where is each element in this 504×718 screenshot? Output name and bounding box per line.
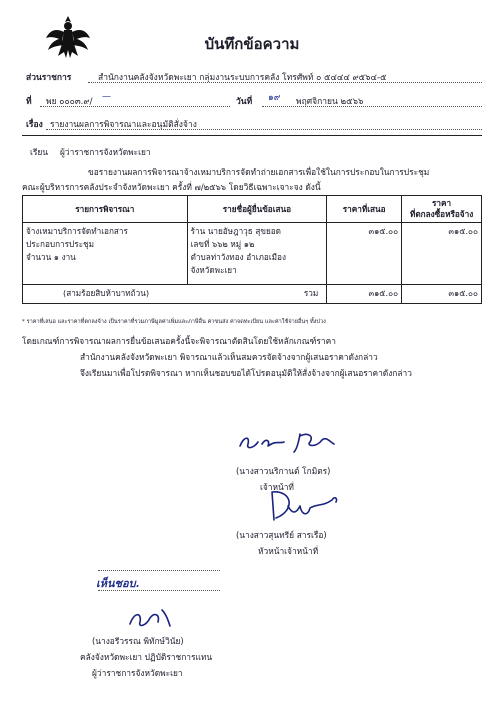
header-divider (22, 135, 482, 136)
ref-handwritten-mark: — (102, 92, 111, 102)
signature-approver (124, 604, 174, 632)
header-agreed-price-line-2: ที่ตกลงซื้อหรือจ้าง (409, 209, 474, 219)
date-value: พฤศจิกายน ๒๕๖๖ (296, 97, 364, 107)
footnote: * ราคาที่เสนอ และราคาที่ตกลงจ้าง เป็นราคาที่รวมภาษีมูลค่าเพิ่มและภาษีอื่น ค่าขนส่ง ค่าจดทะเบียน และค่าใช้จ่ายอื่นๆ ทั้งปวง (22, 319, 326, 325)
cell-vendor (187, 223, 327, 285)
table-total-row (23, 285, 482, 304)
vendor-line-2: เลขที่ ๖๖๒ หมู่ ๑๒ (190, 239, 255, 249)
cell-agreed-price: ๓๑๕.๐๐ (402, 223, 482, 285)
header-agreed-price (402, 196, 482, 223)
paragraph-consideration: สำนักงานคลังจังหวัดพะเยา พิจารณาแล้วเห็นสมควรจัดจ้างจากผู้เสนอราคาดังกล่าว (80, 352, 378, 362)
subject-value: รายงานผลการพิจารณาและอนุมัติสั่งจ้าง (50, 120, 197, 130)
date-day-handwritten: ๑๙ (268, 93, 281, 103)
cell-total-offer: ๓๑๕.๐๐ (327, 285, 402, 304)
vendor-line-4: จังหวัดพะเยา (190, 265, 237, 275)
cell-total-words (23, 285, 327, 304)
header-vendor: รายชื่อผู้ยื่นข้อเสนอ (187, 196, 327, 223)
intro-line-2: คณะผู้บริหารการคลังประจำจังหวัดพะเยา ครั้งที่ ๗/๒๕๖๖ โดยวิธีเฉพาะเจาะจง ดังนี้ (22, 182, 321, 192)
approver-position-1: คลังจังหวัดพะเยา ปฏิบัติราชการแทน (80, 652, 213, 662)
approver-name: (นางอรีวรรณ พิทักษ์วินัย) (92, 636, 184, 646)
ref-label: ที่ (26, 97, 32, 107)
head-officer-position: หัวหน้าเจ้าหน้าที่ (258, 546, 319, 556)
subject-label: เรื่อง (26, 120, 43, 130)
vendor-line-1: ร้าน นายอัษฎาวุธ สุขยอด (190, 226, 281, 236)
total-words: (สามร้อยสิบห้าบาทถ้วน) (63, 288, 150, 298)
salutation-value: ผู้ว่าราชการจังหวัดพะเยา (60, 147, 151, 157)
ref-dotted-line (40, 106, 230, 107)
approval-dotted-line-1 (98, 570, 220, 571)
date-dotted-line (262, 106, 482, 107)
intro-line-1: ขอรายงานผลการพิจารณาจ้างเหมาบริการจัดทำถ่ายเอกสารเพื่อใช้ในการประกอบในการประชุม (88, 167, 430, 177)
paragraph-request: จึงเรียนมาเพื่อโปรดพิจารณา หากเห็นชอบขอได้โปรดอนุมัติให้สั่งจ้างจากผู้เสนอราคาดังกล่าว (80, 368, 412, 378)
header-offer-price: ราคาที่เสนอ (327, 196, 402, 223)
approval-handwritten: เห็นชอบ. (96, 577, 140, 590)
table-header-row (23, 196, 482, 223)
approval-dotted-line-2 (98, 590, 220, 591)
head-officer-name: (นางสาวสุนทรีย์ สารเรือ) (236, 530, 327, 540)
vendor-line-3: ตำบลท่าวังทอง อำเภอเมือง (190, 252, 286, 262)
cell-offer-price: ๓๑๕.๐๐ (327, 223, 402, 285)
quotation-table (22, 195, 482, 304)
salutation-label: เรียน (30, 147, 48, 157)
item-line-2: ประกอบการประชุม (26, 239, 94, 249)
officer-name: (นางสาวนริกานต์ โกมิตร) (236, 466, 331, 476)
header-agreed-price-line-1: ราคา (432, 198, 452, 208)
paragraph-criteria: โดยเกณฑ์การพิจารณาผลการยื่นข้อเสนอครั้งนี้จะพิจารณาตัดสินโดยใช้หลักเกณฑ์ราคา (22, 336, 336, 346)
signature-head-officer (262, 486, 342, 526)
agency-label: ส่วนราชการ (26, 73, 72, 83)
agency-dotted-line (88, 82, 482, 83)
date-label: วันที่ (236, 97, 253, 107)
header-item: รายการพิจารณา (23, 196, 188, 223)
officer-position: เจ้าหน้าที่ (260, 482, 294, 492)
memo-title: บันทึกข้อความ (204, 35, 300, 53)
item-line-1: จ้างเหมาบริการจัดทำเอกสาร (26, 226, 128, 236)
table-row (23, 223, 482, 285)
cell-item (23, 223, 188, 285)
approver-position-2: ผู้ว่าราชการจังหวัดพะเยา (92, 668, 183, 678)
subject-dotted-line (46, 129, 482, 130)
item-line-3: จำนวน ๑ งาน (26, 252, 76, 262)
signature-officer (236, 426, 346, 456)
cell-total-agreed: ๓๑๕.๐๐ (402, 285, 482, 304)
agency-value: สำนักงานคลังจังหวัดพะเยา กลุ่มงานระบบการคลัง โทรศัพท์ ๐ ๕๔๔๔ ๙๕๖๔-๕ (98, 73, 387, 83)
total-label: รวม (303, 288, 319, 298)
ref-value: พย ๐๐๐๓.๙/ (46, 97, 93, 107)
